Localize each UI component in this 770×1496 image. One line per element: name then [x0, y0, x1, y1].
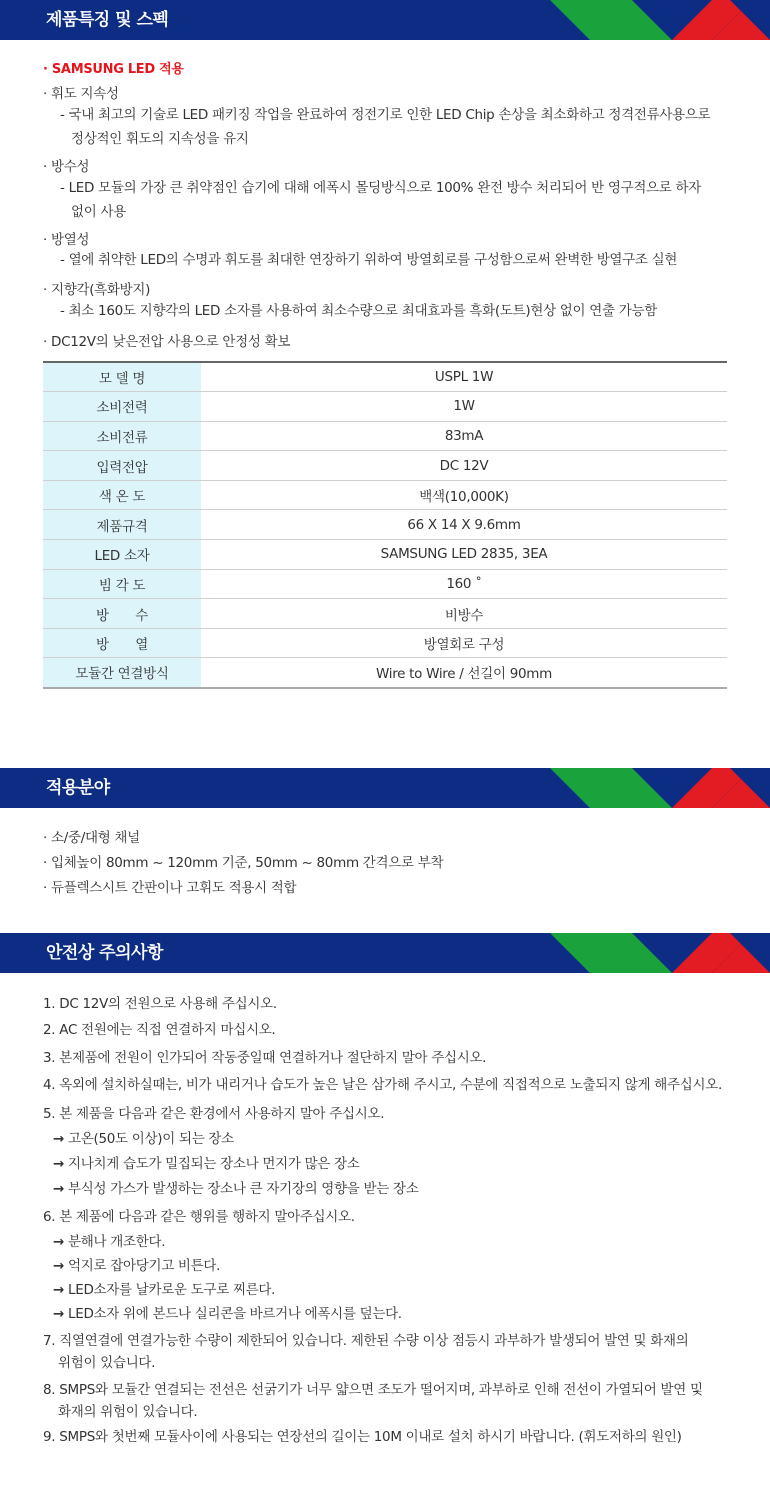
feature-title: · DC12V의 낮은전압 사용으로 안정성 확보: [43, 334, 291, 350]
arrow-icon: →: [53, 1306, 65, 1322]
sub-list-item: → LED소자 위에 본드나 실리콘을 바르거나 에폭시를 덮는다.: [53, 1306, 402, 1322]
spec-label: 소비전류: [43, 421, 201, 451]
spec-value: 83mA: [201, 421, 727, 451]
spec-label: 방 수: [43, 599, 201, 629]
feature-title: · 지향각(흑화방지): [43, 282, 151, 298]
spec-label: 모듈간 연결방식: [43, 658, 201, 688]
spec-value: 백색(10,000K): [201, 480, 727, 510]
spec-value: 160 ˚: [201, 569, 727, 599]
header-stripe-decoration: [530, 768, 770, 808]
spec-value: 1W: [201, 392, 727, 422]
table-row: [43, 540, 727, 570]
feature-description: [60, 176, 701, 224]
arrow-icon: →: [53, 1258, 65, 1274]
table-row: [43, 362, 727, 392]
list-item: 8. SMPS와 모듈간 연결되는 전선은 선굵기가 너무 얇으면 조도가 떨어지며, 과부하로 인해 전선이 가열되어 발연 및: [43, 1382, 703, 1398]
section-header-spec: [0, 0, 770, 40]
list-item: 2. AC 전원에는 직접 연결하지 마십시오.: [43, 1022, 276, 1038]
arrow-icon: →: [53, 1181, 65, 1197]
sub-list-item: → 부식성 가스가 발생하는 장소나 큰 자기장의 영향을 받는 장소: [53, 1181, 419, 1197]
feature-description: [60, 248, 677, 272]
spec-value: 66 X 14 X 9.6mm: [201, 510, 727, 540]
spec-label: 입력전압: [43, 451, 201, 481]
list-item-continuation: 화재의 위험이 있습니다.: [58, 1404, 198, 1420]
section-header-safety: [0, 933, 770, 973]
list-item: · 듀플렉스시트 간판이나 고휘도 적용시 적합: [43, 880, 297, 896]
list-item: 3. 본제품에 전원이 인가되어 작동중일때 연결하거나 절단하지 말아 주십시오.: [43, 1050, 487, 1066]
spec-table: [43, 361, 727, 689]
sub-list-item: → 억지로 잡아당기고 비튼다.: [53, 1258, 221, 1274]
spec-label: LED 소자: [43, 540, 201, 570]
spec-value: 방열회로 구성: [201, 628, 727, 658]
feature-line: - 국내 최고의 기술로 LED 패키징 작업을 완료하여 정전기로 인한 LED Chip 손상을 최소화하고 정격전류사용으로: [60, 107, 711, 123]
spec-label: 방 열: [43, 628, 201, 658]
feature-line: 없이 사용: [71, 204, 126, 220]
feature-title: · 방수성: [43, 159, 90, 175]
feature-title: · 휘도 지속성: [43, 86, 119, 102]
section-title: 제품특징 및 스펙: [46, 10, 169, 30]
arrow-icon: →: [53, 1156, 65, 1172]
list-item: · 입체높이 80mm ~ 120mm 기준, 50mm ~ 80mm 간격으로 부착: [43, 855, 444, 871]
list-item-continuation: 위험이 있습니다.: [58, 1355, 156, 1371]
table-row: [43, 599, 727, 629]
spec-value: SAMSUNG LED 2835, 3EA: [201, 540, 727, 570]
table-row: [43, 480, 727, 510]
sub-list-item: → 분해나 개조한다.: [53, 1234, 166, 1250]
list-item: 4. 옥외에 설치하실때는, 비가 내리거나 습도가 높은 날은 삼가해 주시고, 수분에 직접적으로 노출되지 않게 해주십시오.: [43, 1077, 722, 1093]
spec-label: 제품규격: [43, 510, 201, 540]
feature-description: [60, 299, 657, 323]
feature-line: - LED 모듈의 가장 큰 취약점인 습기에 대해 에폭시 몰딩방식으로 100% 완전 방수 처리되어 반 영구적으로 하자: [60, 180, 702, 196]
header-stripe-decoration: [530, 933, 770, 973]
feature-title: · SAMSUNG LED 적용: [43, 62, 184, 77]
spec-value: DC 12V: [201, 451, 727, 481]
feature-title: · 방열성: [43, 232, 90, 248]
sub-list-item: → LED소자를 날카로운 도구로 찌른다.: [53, 1282, 276, 1298]
spec-value: Wire to Wire / 선길이 90mm: [201, 658, 727, 688]
spec-label: 모 델 명: [43, 362, 201, 392]
feature-line: - 최소 160도 지향각의 LED 소자를 사용하여 최소수량으로 최대효과를 흑화(도트)현상 없이 연출 가능함: [60, 303, 657, 319]
spec-value: USPL 1W: [201, 362, 727, 392]
feature-description: [60, 103, 710, 151]
sub-list-item: → 지나치게 습도가 밀집되는 장소나 먼지가 많은 장소: [53, 1156, 360, 1172]
list-item: · 소/중/대형 채널: [43, 830, 140, 846]
table-row: [43, 451, 727, 481]
section-title: 안전상 주의사항: [46, 943, 163, 963]
list-item: 9. SMPS와 첫번째 모듈사이에 사용되는 연장선의 길이는 10M 이내로 설치 하시기 바랍니다. (휘도저하의 원인): [43, 1429, 682, 1445]
header-stripe-decoration: [530, 0, 770, 40]
list-item: 7. 직열연결에 연결가능한 수량이 제한되어 있습니다. 제한된 수량 이상 점등시 과부하가 발생되어 발연 및 화재의: [43, 1333, 689, 1349]
spec-label: 소비전력: [43, 392, 201, 422]
spec-label: 색 온 도: [43, 480, 201, 510]
spec-label: 빔 각 도: [43, 569, 201, 599]
spec-value: 비방수: [201, 599, 727, 629]
arrow-icon: →: [53, 1234, 65, 1250]
list-item: 1. DC 12V의 전원으로 사용해 주십시오.: [43, 996, 277, 1012]
section-header-applications: [0, 768, 770, 808]
table-row: [43, 421, 727, 451]
table-row: [43, 392, 727, 422]
feature-line: - 열에 취약한 LED의 수명과 휘도를 최대한 연장하기 위하여 방열회로를 구성함으로써 완벽한 방열구조 실현: [60, 252, 678, 268]
feature-line: 정상적인 휘도의 지속성을 유지: [71, 131, 249, 147]
table-row: [43, 510, 727, 540]
table-row: [43, 628, 727, 658]
arrow-icon: →: [53, 1282, 65, 1298]
arrow-icon: →: [53, 1131, 65, 1147]
list-item: 6. 본 제품에 다음과 같은 행위를 행하지 말아주십시오.: [43, 1209, 355, 1225]
section-title: 적용분야: [46, 778, 110, 798]
table-row: [43, 658, 727, 688]
table-row: [43, 569, 727, 599]
sub-list-item: → 고온(50도 이상)이 되는 장소: [53, 1131, 234, 1147]
list-item: 5. 본 제품을 다음과 같은 환경에서 사용하지 말아 주십시오.: [43, 1106, 385, 1122]
